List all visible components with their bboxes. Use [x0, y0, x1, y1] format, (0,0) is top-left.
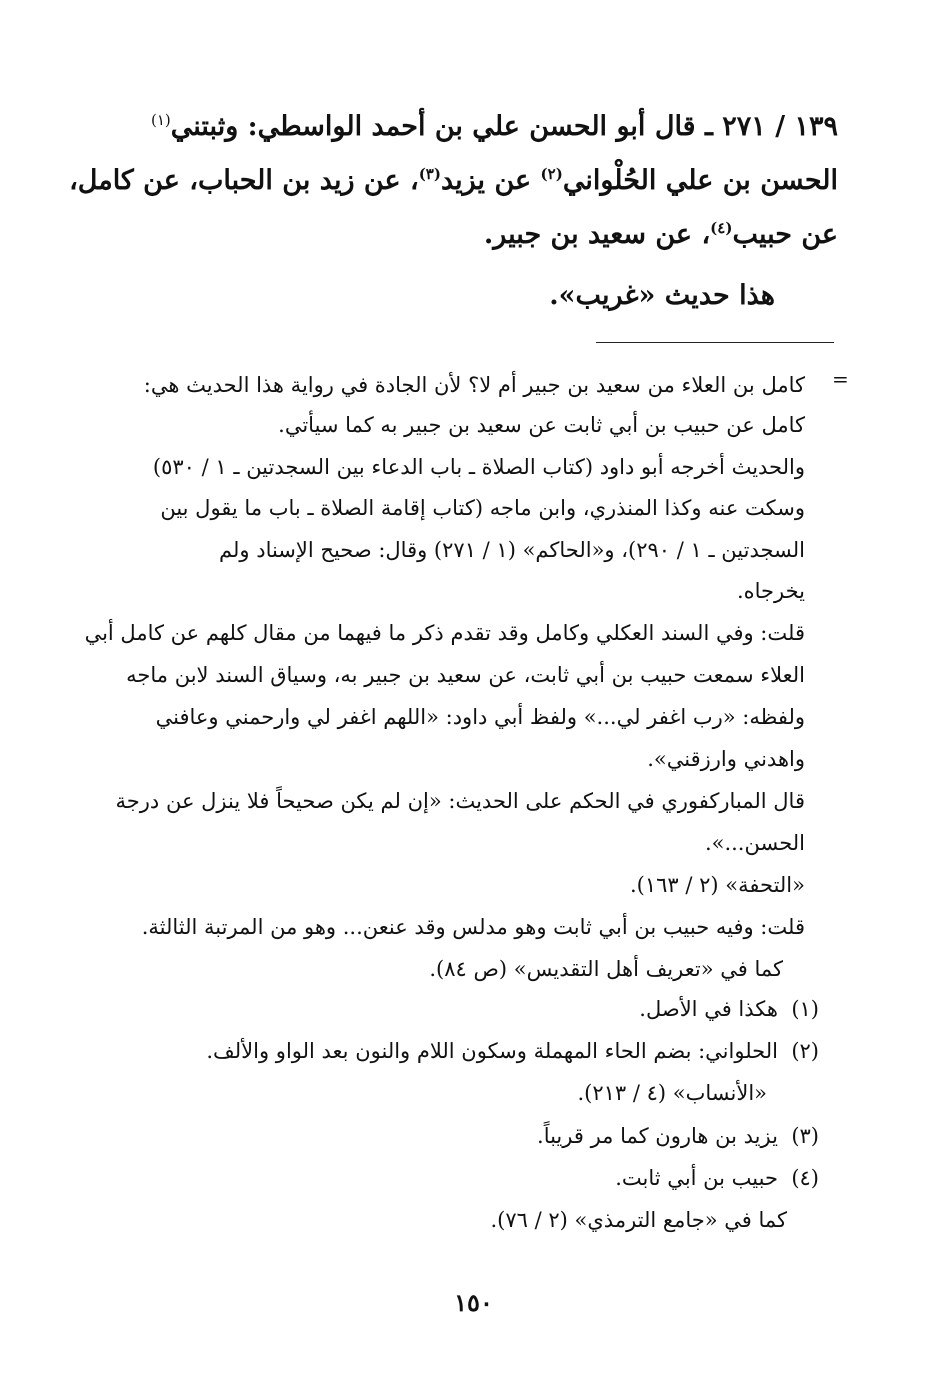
commentary-line: ولفظه: «رب اغفر لي...» ولفظ أبي داود: «اللهم اغفر لي وارحمني وعافني — [155, 705, 805, 729]
commentary-line: كامل عن حبيب بن أبي ثابت عن سعيد بن جبير به كما سيأتي. — [278, 413, 805, 437]
hadith-line-2 — [69, 154, 838, 208]
commentary-line: الحسن...». — [704, 831, 805, 855]
commentary-line: كامل بن العلاء من سعيد بن جبير أم لا؟ لأن الجادة في رواية هذا الحديث هي: — [143, 373, 805, 397]
footnote-4: (٤) حبيب بن أبي ثابت. — [615, 1166, 819, 1190]
hadith-line-1 — [100, 100, 838, 154]
commentary-line: السجدتين ـ ١ / ٢٩٠)، و«الحاكم» (١ / ٢٧١) وقال: صحيح الإسناد ولم — [219, 538, 805, 562]
footnote-4-source: كما في «جامع الترمذي» (٢ / ٧٦). — [490, 1208, 787, 1232]
footnote-2: (٢) الحلواني: بضم الحاء المهملة وسكون اللام والنون بعد الواو والألف. — [206, 1039, 819, 1063]
narrator-name: الحسن بن علي الحُلْواني — [562, 165, 838, 196]
continuation-mark: = — [832, 367, 849, 391]
commentary-line: العلاء سمعت حبيب بن أبي ثابت، عن سعيد بن جبير به، وسياق السند لابن ماجه — [126, 663, 805, 687]
separator-rule — [596, 342, 834, 343]
footnote-ref-2: (٢) — [540, 165, 563, 183]
footnote-ref-4: (٤) — [710, 219, 733, 237]
hadith-number-and-chain: ١٣٩ / ٢٧١ ـ قال أبو الحسن علي بن أحمد الواسطي: وثبتني — [170, 111, 838, 142]
commentary-line: «التحفة» (٢ / ١٦٣). — [629, 873, 805, 897]
commentary-line: قلت: وفيه حبيب بن أبي ثابت وهو مدلس وقد عنعن... وهو من المرتبة الثالثة. — [141, 915, 805, 939]
footnote-ref-1: (١) — [150, 111, 171, 129]
narrator-chain: ، عن زيد بن الحباب، عن كامل، — [69, 165, 419, 196]
commentary-line: والحديث أخرجه أبو داود (كتاب الصلاة ـ باب الدعاء بين السجدتين ـ ١ / ٥٣٠) — [152, 455, 805, 479]
commentary-line: واهدني وارزقني». — [647, 747, 805, 771]
page-number: ١٥٠ — [454, 1288, 493, 1317]
footnote-ref-3: (٣) — [418, 165, 441, 183]
hadith-line-3 — [100, 208, 838, 262]
commentary-line: قلت: وفي السند العكلي وكامل وقد تقدم ذكر ما فيهما من مقال كلهم عن كامل أبي — [84, 621, 805, 645]
commentary-line: وسكت عنه وكذا المنذري، وابن ماجه (كتاب إقامة الصلاة ـ باب ما يقول بين — [160, 496, 805, 520]
footnote-1: (١) هكذا في الأصل. — [639, 997, 819, 1021]
footnote-3: (٣) يزيد بن هارون كما مر قريباً. — [537, 1124, 819, 1148]
narrator-name: عن يزيد — [440, 165, 541, 196]
commentary-line: كما في «تعريف أهل التقديس» (ص ٨٤). — [429, 957, 783, 981]
hadith-text — [69, 100, 838, 262]
commentary-line: قال المباركفوري في الحكم على الحديث: «إن لم يكن صحيحاً فلا ينزل عن درجة — [115, 789, 805, 813]
narrator-name: عن حبيب — [732, 219, 838, 250]
commentary-line: يخرجاه. — [736, 579, 805, 603]
footnote-2-source: «الأنساب» (٤ / ٢١٣). — [577, 1081, 767, 1105]
narrator-chain: ، عن سعيد بن جبير. — [483, 219, 711, 250]
hadith-verdict: هذا حديث «غريب». — [549, 280, 775, 311]
